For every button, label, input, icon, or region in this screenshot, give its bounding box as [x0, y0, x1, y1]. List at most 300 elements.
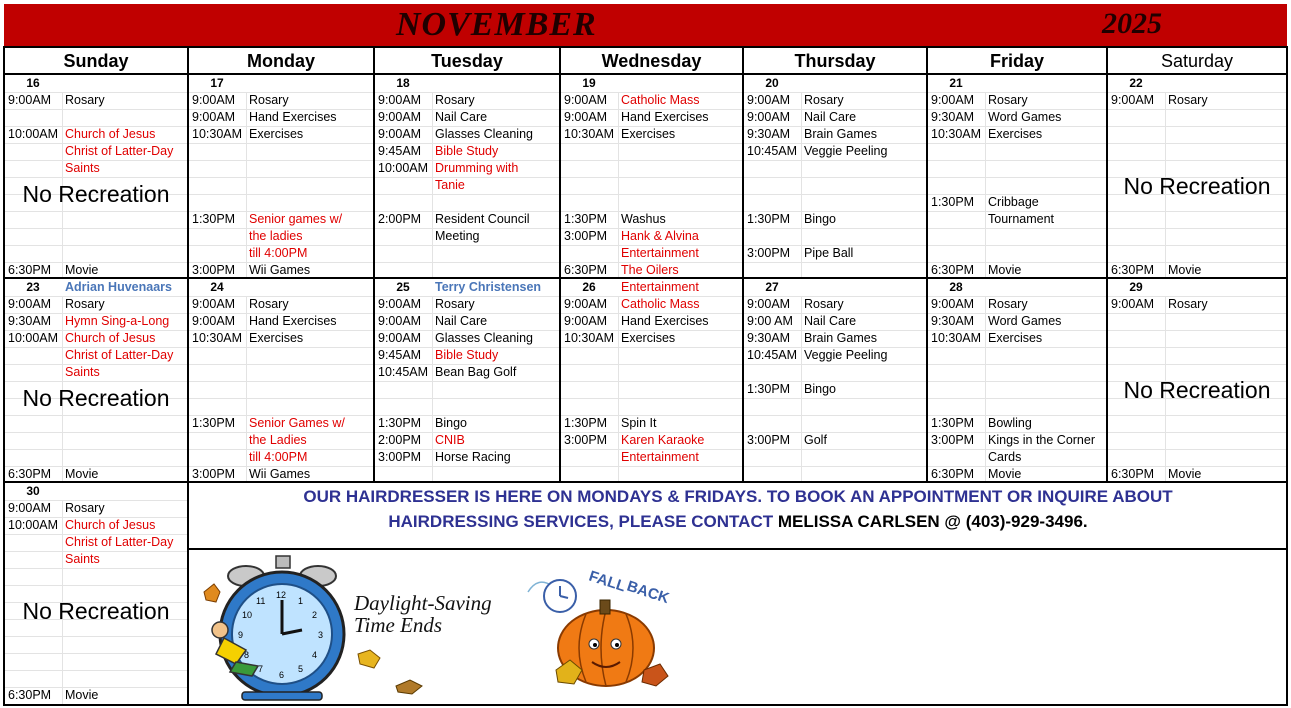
- clock-number: 1: [298, 596, 304, 606]
- grid-row-line: [560, 177, 743, 178]
- event-time: 9:45AM: [378, 144, 422, 158]
- no-recreation-label: No Recreation: [22, 597, 170, 624]
- event-name: Nail Care: [435, 110, 488, 124]
- grid-row-line: [743, 262, 927, 263]
- grid-row-line: [4, 228, 188, 229]
- event-name: Rosary: [1168, 297, 1208, 311]
- fall-back-clipart: [516, 552, 686, 702]
- header-thursday: Thursday: [794, 51, 876, 71]
- grid-row-line: [743, 177, 927, 178]
- hairdresser-line2: [190, 509, 1286, 534]
- event-name: Bible Study: [435, 144, 499, 158]
- event-name: the Ladies: [249, 433, 307, 447]
- event-time: 9:00AM: [378, 314, 422, 328]
- event-time: 10:45AM: [747, 144, 798, 158]
- event-name: Bingo: [804, 212, 836, 226]
- event-time: 9:00AM: [931, 93, 975, 107]
- month-title: NOVEMBER: [396, 6, 597, 43]
- clock-number: 8: [244, 650, 250, 660]
- event-time: 9:00AM: [747, 110, 791, 124]
- grid-row-line: [4, 415, 188, 416]
- no-recreation-label: No Recreation: [22, 181, 170, 207]
- event-name: Wii Games: [249, 467, 311, 481]
- grid-row-line: [1107, 449, 1287, 450]
- border-line: [187, 46, 189, 481]
- event-name: Hand Exercises: [621, 314, 709, 328]
- grid-row-line: [4, 381, 188, 382]
- event-name: Word Games: [988, 314, 1062, 328]
- event-name: Senior games w/: [249, 212, 343, 226]
- event-time: 6:30PM: [564, 263, 608, 277]
- grid-row-line: [4, 568, 188, 569]
- event-time: 9:00AM: [1111, 93, 1155, 107]
- grid-row-line: [4, 653, 188, 654]
- event-name: Senior Games w/: [249, 416, 345, 430]
- event-time: 9:00AM: [192, 297, 236, 311]
- date-number: 20: [765, 76, 779, 90]
- event-name: Nail Care: [435, 314, 488, 328]
- grid-col-line: [432, 296, 433, 483]
- event-name: Rosary: [988, 93, 1028, 107]
- event-name: Rosary: [804, 93, 844, 107]
- event-time: 10:45AM: [747, 348, 798, 362]
- month-banner: [4, 4, 1287, 46]
- event-time: 10:45AM: [378, 365, 429, 379]
- event-time: 1:30PM: [747, 212, 791, 226]
- grid-col-line: [618, 296, 619, 483]
- no-recreation-label: No Recreation: [22, 385, 170, 411]
- event-name: Brain Games: [804, 331, 877, 345]
- grid-row-line: [4, 449, 188, 450]
- event-time: 9:30AM: [8, 314, 52, 328]
- event-time: 9:00AM: [192, 110, 236, 124]
- event-time: 1:30PM: [931, 416, 975, 430]
- event-time: 9:00AM: [378, 110, 422, 124]
- event-name: Movie: [1168, 467, 1202, 481]
- grid-row-line: [743, 466, 927, 467]
- grid-row-line: [374, 398, 560, 399]
- date-number: 18: [396, 76, 410, 90]
- grid-row-line: [4, 670, 188, 671]
- border-line: [926, 46, 928, 481]
- event-time: 10:30AM: [564, 127, 615, 141]
- hairdresser-line2-part1: HAIRDRESSING SERVICES, PLEASE CONTACT: [388, 512, 774, 531]
- event-time: 9:30AM: [931, 110, 975, 124]
- event-time: 9:00AM: [378, 93, 422, 107]
- event-name: Tournament: [988, 212, 1055, 226]
- grid-row-line: [743, 398, 927, 399]
- event-name: Kings in the Corner: [988, 433, 1096, 447]
- event-time: 6:30PM: [8, 467, 52, 481]
- event-name: Saints: [65, 365, 100, 379]
- event-time: 3:00PM: [192, 467, 236, 481]
- grid-row-line: [1107, 347, 1287, 348]
- grid-row-line: [4, 109, 188, 110]
- event-time: 9:00AM: [747, 297, 791, 311]
- grid-row-line: [374, 177, 560, 178]
- event-name: Meeting: [435, 229, 480, 243]
- event-time: 2:00PM: [378, 212, 422, 226]
- event-time: 9:00AM: [8, 93, 52, 107]
- event-name: Karen Karaoke: [621, 433, 705, 447]
- clock-number: 6: [279, 670, 285, 680]
- event-name: Christ of Latter-Day: [65, 144, 174, 158]
- event-time: 9:30AM: [931, 314, 975, 328]
- grid-row-line: [1107, 211, 1287, 212]
- grid-row-line: [560, 398, 743, 399]
- event-time: 9:00AM: [747, 93, 791, 107]
- event-name: Rosary: [249, 93, 289, 107]
- header-friday: Friday: [989, 51, 1045, 71]
- event-time: 3:00PM: [747, 433, 791, 447]
- event-time: 3:00PM: [378, 450, 422, 464]
- grid-row-line: [927, 398, 1107, 399]
- event-time: 1:30PM: [564, 212, 608, 226]
- grid-row-line: [743, 228, 927, 229]
- event-name: The Oilers: [621, 263, 679, 277]
- event-time: 6:30PM: [1111, 467, 1155, 481]
- border-line: [373, 46, 375, 481]
- event-name: Rosary: [65, 297, 105, 311]
- event-name: Glasses Cleaning: [435, 331, 533, 345]
- grid-row-line: [1107, 415, 1287, 416]
- event-name: Pipe Ball: [804, 246, 854, 260]
- grid-row-line: [1107, 143, 1287, 144]
- event-time: 9:45AM: [378, 348, 422, 362]
- event-time: 10:30AM: [564, 331, 615, 345]
- header-monday: Monday: [246, 51, 315, 71]
- date-number: 30: [26, 484, 40, 498]
- event-name: Rosary: [988, 297, 1028, 311]
- event-time: 1:30PM: [747, 382, 791, 396]
- small-clock-icon: [544, 580, 576, 612]
- clock-number: 12: [276, 590, 287, 600]
- grid-col-line: [985, 296, 986, 483]
- alarm-clock-icon: [220, 556, 344, 700]
- grid-row-line: [927, 364, 1107, 365]
- border-line: [3, 46, 1288, 48]
- event-name: Horse Racing: [435, 450, 511, 464]
- event-time: 9:00AM: [1111, 297, 1155, 311]
- grid-row-line: [1107, 432, 1287, 433]
- event-name: Word Games: [988, 110, 1062, 124]
- date-number: 21: [949, 76, 963, 90]
- event-name: Church of Jesus: [65, 518, 156, 532]
- grid-row-line: [188, 143, 374, 144]
- event-name: Exercises: [988, 127, 1043, 141]
- grid-row-line: [927, 177, 1107, 178]
- event-name: Exercises: [249, 127, 304, 141]
- grid-row-line: [1107, 313, 1287, 314]
- border-line: [3, 704, 1288, 706]
- event-time: 6:30PM: [931, 263, 975, 277]
- event-name: Movie: [65, 263, 99, 277]
- grid-row-line: [927, 228, 1107, 229]
- event-name: Rosary: [435, 297, 475, 311]
- event-name: Rosary: [65, 93, 105, 107]
- fall-text: FALL: [586, 567, 628, 596]
- grid-col-line: [618, 92, 619, 279]
- event-time: 6:30PM: [8, 263, 52, 277]
- event-time: 10:30AM: [931, 331, 982, 345]
- event-name: Brain Games: [804, 127, 877, 141]
- grid-row-line: [4, 211, 188, 212]
- event-time: 1:30PM: [192, 212, 236, 226]
- event-name: Glasses Cleaning: [435, 127, 533, 141]
- grid-col-line: [801, 296, 802, 483]
- grid-row-line: [188, 194, 374, 195]
- grid-row-line: [1107, 364, 1287, 365]
- grid-row-line: [188, 160, 374, 161]
- event-time: 9:00AM: [378, 297, 422, 311]
- event-time: 9:00AM: [564, 314, 608, 328]
- event-time: 9:00AM: [192, 93, 236, 107]
- event-name: Church of Jesus: [65, 127, 156, 141]
- event-time: 2:00PM: [378, 433, 422, 447]
- event-name: Drumming with: [435, 161, 519, 175]
- event-time: 9:00AM: [931, 297, 975, 311]
- header-tuesday: Tuesday: [431, 51, 503, 71]
- event-name: Bingo: [435, 416, 467, 430]
- grid-row-line: [743, 449, 927, 450]
- grid-row-line: [560, 466, 743, 467]
- event-name: Rosary: [65, 501, 105, 515]
- event-time: 9:30AM: [747, 331, 791, 345]
- grid-col-line: [246, 92, 247, 279]
- clock-number: 10: [242, 610, 253, 620]
- event-time: 10:30AM: [192, 331, 243, 345]
- event-name: Movie: [988, 263, 1022, 277]
- event-time: 9:00AM: [564, 93, 608, 107]
- grid-row-line: [743, 194, 927, 195]
- date-number: 16: [26, 76, 40, 90]
- grid-row-line: [1107, 330, 1287, 331]
- dst-text-line1: Daylight-Saving: [354, 591, 492, 615]
- date-number: 24: [210, 280, 224, 294]
- event-name: Exercises: [249, 331, 304, 345]
- grid-row-line: [927, 160, 1107, 161]
- clock-number: 2: [312, 610, 318, 620]
- grid-row-line: [560, 194, 743, 195]
- grid-row-line: [374, 245, 560, 246]
- grid-row-line: [188, 364, 374, 365]
- grid-row-line: [4, 636, 188, 637]
- header-wednesday: Wednesday: [601, 51, 702, 71]
- event-time: 9:00AM: [192, 314, 236, 328]
- event-name: Exercises: [621, 331, 676, 345]
- event-name: Christ of Latter-Day: [65, 348, 174, 362]
- event-name: Rosary: [435, 93, 475, 107]
- grid-row-line: [1107, 228, 1287, 229]
- grid-row-line: [188, 398, 374, 399]
- date-number: 17: [210, 76, 224, 90]
- border-line: [742, 46, 744, 481]
- grid-row-line: [4, 177, 188, 178]
- event-time: 3:00PM: [564, 229, 608, 243]
- event-name: Nail Care: [804, 110, 857, 124]
- back-text: BACK: [624, 577, 672, 608]
- grid-row-line: [927, 381, 1107, 382]
- event-time: 1:30PM: [378, 416, 422, 430]
- border-line: [187, 481, 189, 706]
- border-line: [188, 548, 1287, 550]
- date-number: 22: [1129, 76, 1143, 90]
- event-name: Exercises: [621, 127, 676, 141]
- event-name: Cards: [988, 450, 1022, 464]
- event-time: 3:00PM: [192, 263, 236, 277]
- event-name: Catholic Mass: [621, 93, 700, 107]
- grid-row-line: [927, 143, 1107, 144]
- event-name: Exercises: [988, 331, 1043, 345]
- event-name: Tanie: [435, 178, 465, 192]
- event-name: Saints: [65, 161, 100, 175]
- event-name: Hand Exercises: [249, 110, 337, 124]
- event-time: 10:30AM: [931, 127, 982, 141]
- event-name: Cribbage: [988, 195, 1039, 209]
- clock-number: 3: [318, 630, 324, 640]
- grid-row-line: [927, 245, 1107, 246]
- event-name: Hank & Alvina: [621, 229, 699, 243]
- grid-row-line: [188, 177, 374, 178]
- date-number: 28: [949, 280, 963, 294]
- hairdresser-contact: MELISSA CARLSEN @ (403)-929-3496.: [777, 512, 1088, 531]
- grid-col-line: [985, 92, 986, 279]
- grid-col-line: [432, 92, 433, 279]
- clock-number: 5: [298, 664, 304, 674]
- event-time: 10:00AM: [8, 518, 59, 532]
- event-time: 6:30PM: [931, 467, 975, 481]
- event-time: 9:00AM: [564, 297, 608, 311]
- grid-row-line: [188, 381, 374, 382]
- honoree-name: Terry Christensen: [435, 280, 542, 294]
- event-name: CNIB: [435, 433, 465, 447]
- grid-row-line: [927, 347, 1107, 348]
- clock-number: 11: [256, 596, 266, 606]
- grid-col-line: [246, 296, 247, 483]
- event-name: Spin It: [621, 416, 657, 430]
- grid-row-line: [560, 381, 743, 382]
- grid-row-line: [374, 262, 560, 263]
- event-name: Bible Study: [435, 348, 499, 362]
- event-time: 10:00AM: [378, 161, 429, 175]
- no-recreation-label: No Recreation: [1123, 376, 1271, 403]
- event-name: Bowling: [988, 416, 1032, 430]
- no-recreation-label: No Recreation: [1123, 172, 1271, 199]
- event-name: Golf: [804, 433, 827, 447]
- event-time: 10:30AM: [192, 127, 243, 141]
- grid-row-line: [374, 381, 560, 382]
- event-name: Movie: [65, 467, 99, 481]
- grid-row-line: [1107, 245, 1287, 246]
- event-time: 3:00PM: [747, 246, 791, 260]
- border-line: [559, 46, 561, 481]
- event-name: Nail Care: [804, 314, 857, 328]
- date-number: 23: [26, 280, 40, 294]
- event-time: 9:30AM: [747, 127, 791, 141]
- event-time: 9:00AM: [8, 297, 52, 311]
- hairdresser-notice: [190, 484, 1286, 534]
- event-name: Bingo: [804, 382, 836, 396]
- event-name: Veggie Peeling: [804, 144, 888, 158]
- event-name: Catholic Mass: [621, 297, 700, 311]
- clock-number: 4: [312, 650, 318, 660]
- event-time: 6:30PM: [8, 688, 52, 702]
- grid-row-line: [4, 245, 188, 246]
- event-name: Entertainment: [621, 280, 699, 294]
- grid-row-line: [188, 347, 374, 348]
- grid-col-line: [801, 92, 802, 279]
- date-number: 19: [582, 76, 596, 90]
- clock-number: 9: [238, 630, 244, 640]
- event-time: 9:00AM: [564, 110, 608, 124]
- year-title: 2025: [1102, 7, 1162, 40]
- event-name: Veggie Peeling: [804, 348, 888, 362]
- daylight-saving-clipart: [196, 554, 516, 704]
- event-name: Entertainment: [621, 450, 699, 464]
- event-time: 9:00AM: [8, 501, 52, 515]
- event-time: 10:00AM: [8, 331, 59, 345]
- grid-row-line: [560, 347, 743, 348]
- grid-row-line: [743, 160, 927, 161]
- event-name: Church of Jesus: [65, 331, 156, 345]
- event-name: Resident Council: [435, 212, 530, 226]
- grid-row-line: [560, 364, 743, 365]
- event-name: Hand Exercises: [621, 110, 709, 124]
- event-name: Rosary: [249, 297, 289, 311]
- event-name: Rosary: [804, 297, 844, 311]
- grid-row-line: [1107, 109, 1287, 110]
- event-time: 3:00PM: [931, 433, 975, 447]
- grid-row-line: [743, 415, 927, 416]
- border-line: [1106, 46, 1108, 481]
- event-name: Saints: [65, 552, 100, 566]
- event-name: Bean Bag Golf: [435, 365, 517, 379]
- event-name: Movie: [1168, 263, 1202, 277]
- event-name: Rosary: [1168, 93, 1208, 107]
- date-number: 25: [396, 280, 410, 294]
- event-time: 3:00PM: [564, 433, 608, 447]
- event-time: 9:00AM: [378, 331, 422, 345]
- grid-row-line: [374, 194, 560, 195]
- event-time: 9:00AM: [378, 127, 422, 141]
- leaf-icon: [204, 584, 220, 602]
- event-name: the ladies: [249, 229, 303, 243]
- event-time: 1:30PM: [564, 416, 608, 430]
- date-number: 29: [1129, 280, 1143, 294]
- grid-row-line: [1107, 160, 1287, 161]
- event-name: till 4:00PM: [249, 450, 308, 464]
- event-time: 6:30PM: [1111, 263, 1155, 277]
- event-name: Hymn Sing-a-Long: [65, 314, 170, 328]
- event-name: Entertainment: [621, 246, 699, 260]
- header-sunday: Sunday: [63, 51, 129, 71]
- date-number: 27: [765, 280, 779, 294]
- clock-number: 7: [258, 664, 264, 674]
- event-name: Wii Games: [249, 263, 311, 277]
- event-name: till 4:00PM: [249, 246, 308, 260]
- hairdresser-line1: OUR HAIRDRESSER IS HERE ON MONDAYS & FRIDAYS. TO BOOK AN APPOINTMENT OR INQUIRE ABOUT: [303, 487, 1173, 506]
- grid-row-line: [4, 585, 188, 586]
- leaf-icon: [358, 650, 422, 694]
- event-time: 9:00 AM: [747, 314, 793, 328]
- event-name: Hand Exercises: [249, 314, 337, 328]
- event-time: 1:30PM: [192, 416, 236, 430]
- honoree-name: Adrian Huvenaars: [65, 280, 172, 294]
- event-name: Washus: [621, 212, 666, 226]
- grid-row-line: [560, 143, 743, 144]
- event-name: Movie: [65, 688, 99, 702]
- event-name: Christ of Latter-Day: [65, 535, 174, 549]
